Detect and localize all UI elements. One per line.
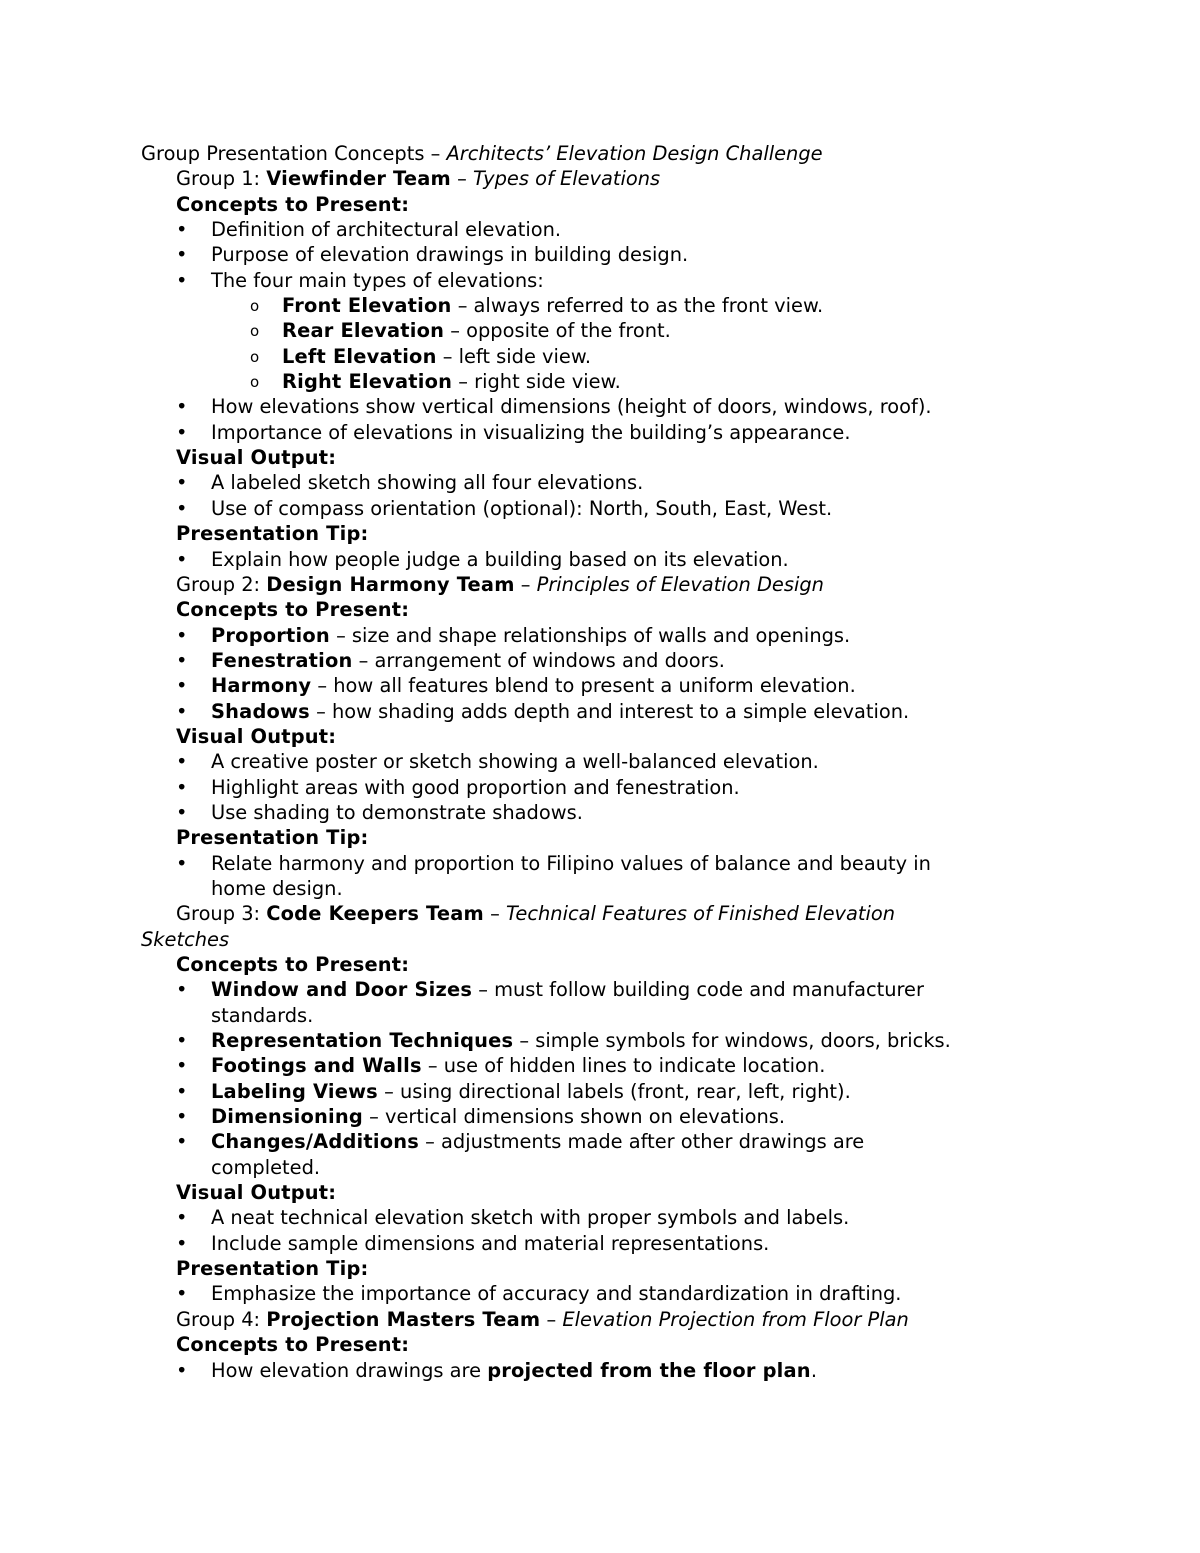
bullet-icon: • bbox=[176, 800, 188, 824]
group-4-heading bbox=[141, 1307, 1041, 1332]
group-2-heading bbox=[141, 572, 1041, 597]
bullet-icon: • bbox=[176, 471, 188, 495]
list-item: • Representation Techniques – simple symbols for windows, doors, bricks. bbox=[176, 1029, 951, 1053]
list-item: • Highlight areas with good proportion and fenestration. bbox=[176, 775, 740, 799]
bullet-icon: • bbox=[176, 648, 188, 672]
group-topic: Technical Features of Finished Elevation bbox=[505, 902, 896, 926]
bullet-icon: • bbox=[176, 395, 188, 419]
group-topic: Types of Elevations bbox=[472, 167, 661, 191]
list-item: • Relate harmony and proportion to Filipino values of balance and beauty in bbox=[176, 851, 931, 875]
list-item: • How elevation drawings are projected from the floor plan. bbox=[176, 1358, 817, 1382]
circle-bullet-icon: o bbox=[250, 297, 260, 316]
bullet-icon: • bbox=[176, 243, 188, 267]
bullet-icon: • bbox=[176, 750, 188, 774]
list-item: • Explain how people judge a building based on its elevation. bbox=[176, 547, 789, 571]
sub-list-item: o Front Elevation – always referred to as the front view. bbox=[141, 293, 1041, 318]
list-item: • Shadows – how shading adds depth and interest to a simple elevation. bbox=[176, 699, 910, 723]
concepts-heading: Concepts to Present: bbox=[176, 1333, 410, 1357]
dash: – bbox=[514, 572, 537, 596]
bullet-icon: • bbox=[176, 775, 188, 799]
document-title bbox=[141, 141, 1041, 166]
bullet-icon: • bbox=[176, 1231, 188, 1255]
group-label: Group 3: bbox=[176, 902, 267, 926]
bullet-icon: • bbox=[176, 496, 188, 520]
bullet-icon: • bbox=[176, 674, 188, 698]
bullet-icon: • bbox=[176, 420, 188, 444]
team-name: Projection Masters Team bbox=[266, 1307, 541, 1331]
group-label: Group 4: bbox=[176, 1307, 267, 1331]
list-item: • Proportion – size and shape relationships of walls and openings. bbox=[176, 623, 851, 647]
list-item: • Harmony – how all features blend to present a uniform elevation. bbox=[176, 674, 856, 698]
sub-list-item: o Left Elevation – left side view. bbox=[141, 344, 1041, 369]
list-item: • A labeled sketch showing all four elevations. bbox=[176, 471, 644, 495]
dash: – bbox=[540, 1307, 563, 1331]
bullet-icon: • bbox=[176, 1029, 188, 1053]
title-text: Group Presentation Concepts – bbox=[141, 142, 447, 165]
presentation-tip-heading: Presentation Tip: bbox=[176, 522, 369, 546]
group-3-heading-continuation: Sketches bbox=[141, 927, 230, 951]
list-item: • Dimensioning – vertical dimensions shown on elevations. bbox=[176, 1105, 786, 1129]
bullet-icon: • bbox=[176, 1358, 188, 1382]
list-item: • Importance of elevations in visualizing the building’s appearance. bbox=[176, 420, 851, 444]
list-item: • Changes/Additions – adjustments made after other drawings are bbox=[176, 1130, 865, 1154]
bullet-icon: • bbox=[176, 1105, 188, 1129]
presentation-tip-heading: Presentation Tip: bbox=[176, 1257, 369, 1281]
dash: – bbox=[483, 902, 506, 926]
group-label: Group 1: bbox=[176, 167, 267, 191]
document-body bbox=[141, 141, 1041, 1383]
list-item: • How elevations show vertical dimensions (height of doors, windows, roof). bbox=[176, 395, 932, 419]
presentation-tip-heading: Presentation Tip: bbox=[176, 826, 369, 850]
sub-list-item: o Rear Elevation – opposite of the front. bbox=[141, 318, 1041, 343]
list-item: • Use shading to demonstrate shadows. bbox=[176, 800, 583, 824]
list-item: • Fenestration – arrangement of windows and doors. bbox=[176, 648, 725, 672]
visual-output-heading: Visual Output: bbox=[176, 446, 337, 470]
bullet-icon: • bbox=[176, 851, 188, 875]
group-label: Group 2: bbox=[176, 572, 267, 596]
list-item: • A creative poster or sketch showing a well-balanced elevation. bbox=[176, 750, 819, 774]
team-name: Code Keepers Team bbox=[266, 902, 484, 926]
bullet-icon: • bbox=[176, 1054, 188, 1078]
list-item-continuation: completed. bbox=[211, 1155, 321, 1179]
group-3-heading bbox=[141, 901, 1041, 926]
list-item: • Labeling Views – using directional labels (front, rear, left, right). bbox=[176, 1079, 851, 1103]
team-name: Viewfinder Team bbox=[266, 167, 451, 191]
list-item-continuation: standards. bbox=[211, 1003, 314, 1027]
circle-bullet-icon: o bbox=[250, 322, 260, 341]
bullet-icon: • bbox=[176, 1130, 188, 1154]
concepts-heading: Concepts to Present: bbox=[176, 953, 410, 976]
list-item: • The four main types of elevations: bbox=[176, 268, 544, 292]
list-item: • A neat technical elevation sketch with proper symbols and labels. bbox=[176, 1206, 850, 1230]
list-item: • Purpose of elevation drawings in building design. bbox=[176, 243, 689, 267]
team-name: Design Harmony Team bbox=[266, 572, 515, 596]
bullet-icon: • bbox=[176, 268, 188, 292]
list-item: • Emphasize the importance of accuracy and standardization in drafting. bbox=[176, 1282, 902, 1306]
list-item: • Window and Door Sizes – must follow building code and manufacturer bbox=[176, 978, 924, 1002]
circle-bullet-icon: o bbox=[250, 347, 260, 366]
concepts-heading: Concepts to Present: bbox=[176, 598, 410, 622]
bullet-icon: • bbox=[176, 547, 188, 571]
group-1-heading bbox=[141, 166, 1041, 191]
sub-list-item: o Right Elevation – right side view. bbox=[141, 369, 1041, 394]
concepts-heading: Concepts to Present: bbox=[176, 192, 410, 216]
bullet-icon: • bbox=[176, 1206, 188, 1230]
bullet-icon: • bbox=[176, 1282, 188, 1306]
bullet-icon: • bbox=[176, 623, 188, 647]
dash: – bbox=[450, 167, 473, 191]
circle-bullet-icon: o bbox=[250, 373, 260, 392]
bullet-icon: • bbox=[176, 1079, 188, 1103]
bullet-icon: • bbox=[176, 218, 188, 242]
list-item: • Use of compass orientation (optional): North, South, East, West. bbox=[176, 496, 833, 520]
visual-output-heading: Visual Output: bbox=[176, 724, 337, 748]
list-item: • Include sample dimensions and material representations. bbox=[176, 1231, 770, 1255]
bullet-icon: • bbox=[176, 699, 188, 723]
list-item: • Definition of architectural elevation. bbox=[176, 218, 562, 242]
group-topic: Elevation Projection from Floor Plan bbox=[562, 1307, 909, 1331]
list-item: • Footings and Walls – use of hidden lines to indicate location. bbox=[176, 1054, 826, 1078]
title-subtitle: Architects’ Elevation Design Challenge bbox=[446, 142, 823, 165]
group-topic: Principles of Elevation Design bbox=[536, 572, 824, 596]
bullet-icon: • bbox=[176, 978, 188, 1002]
visual-output-heading: Visual Output: bbox=[176, 1181, 337, 1205]
list-item-continuation: home design. bbox=[211, 876, 343, 900]
